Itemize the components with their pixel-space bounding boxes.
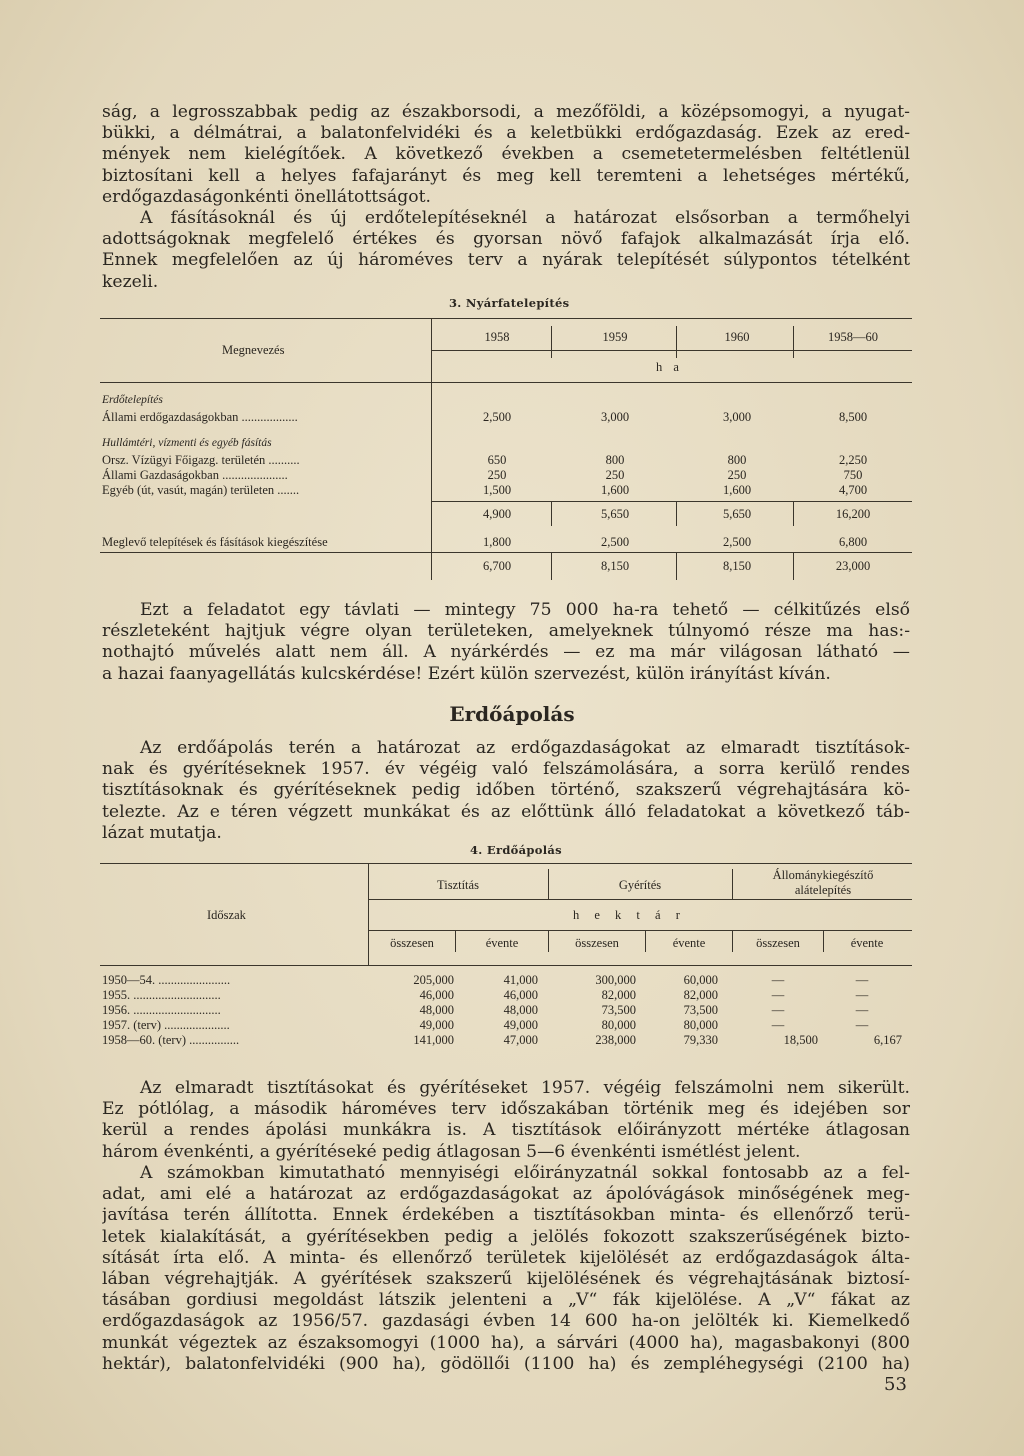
text-line: Ez pótlólag, a második hároméves terv időszakában történik meg és idejében sor — [102, 1099, 910, 1120]
text-line: adat, ami elé a határozat az erdőgazdaságokat az ápolóvágások minőségének meg- — [102, 1184, 910, 1205]
cell: 1,600 — [722, 483, 752, 497]
cell: 3,000 — [600, 410, 630, 424]
cell: 650 — [487, 453, 507, 467]
cell: 2,250 — [838, 453, 868, 467]
row-label: Meglevő telepítések és fásítások kiegészítése — [102, 535, 328, 549]
text-line: a hazai faanyagellátás kulcskérdése! Ezért külön szervezést, külön irányítást kíván. — [102, 663, 831, 684]
text-line: Ennek megfelelően az új hároméves terv a nyárak telepítését súlypontos tételként — [102, 250, 910, 271]
table3-col-header: Megnevezés — [222, 343, 285, 357]
text-line: erdőgazdaságok az 1956/57. gazdasági évben 14 600 ha-on jelölték ki. Kiemelkedő — [102, 1311, 910, 1332]
cell: 80,000 — [683, 1018, 718, 1032]
text-line: nothajtó művelés alatt nem áll. A nyárkérdés — ez ma már világosan látható — — [102, 642, 910, 663]
group-title: Hullámtéri, vízmenti és egyéb fásítás — [102, 437, 272, 449]
cell: 6,800 — [838, 535, 868, 549]
group-header: Állománykiegészítő — [772, 868, 874, 882]
subcol-header: összesen — [756, 936, 800, 950]
cell: — — [855, 973, 869, 987]
subtotal-cell: 16,200 — [835, 507, 871, 521]
text-line: bükki, a délmátrai, a balatonfelvidéki és a keletbükki erdőgazdaság. Ezek az ered- — [102, 123, 910, 144]
subtotal-cell: 5,650 — [722, 507, 752, 521]
text-line: adottságoknak megfelelő értékes és gyorsan növő fafajok alkalmazását írja elő. — [102, 229, 910, 250]
cell: — — [771, 973, 785, 987]
text-line: kerül a rendes ápolási munkákra is. A tisztítások előirányzott mértéke átlagosan — [102, 1120, 910, 1141]
cell: 47,000 — [503, 1033, 538, 1047]
cell: 300,000 — [595, 973, 636, 987]
text-line: A fásításoknál és új erdőtelepítéseknél a határozat elsősorban a termőhelyi — [140, 208, 910, 228]
total-cell: 23,000 — [835, 559, 871, 573]
cell: 205,000 — [413, 973, 454, 987]
cell: 238,000 — [595, 1033, 636, 1047]
cell: 41,000 — [503, 973, 538, 987]
year-header: 1959 — [602, 330, 628, 344]
year-header: 1958 — [484, 330, 510, 344]
cell: 82,000 — [683, 988, 718, 1002]
row-label: 1950—54. ....................... — [102, 973, 231, 987]
intro-paragraph — [102, 102, 910, 208]
cell: 73,500 — [683, 1003, 718, 1017]
quality-paragraph — [102, 1163, 910, 1375]
cell: — — [771, 988, 785, 1002]
text-line: Az elmaradt tisztításokat és gyérítéseket 1957. végéig felszámolni nem sikerült. — [140, 1078, 910, 1098]
cell: 79,330 — [683, 1033, 718, 1047]
text-line: tisztításoknak és gyérítéseknek pedig időben történő, szakszerű végrehajtására kö- — [102, 780, 910, 801]
group-title: Erdőtelepítés — [102, 394, 163, 406]
cell: 250 — [605, 468, 625, 482]
text-line: erdőgazdaságonkénti önellátottságot. — [102, 186, 431, 207]
table3-caption: 3. Nyárfatelepítés — [449, 296, 570, 310]
subcol-header: évente — [485, 936, 519, 950]
cell: 2,500 — [482, 410, 512, 424]
total-cell: 8,150 — [722, 559, 752, 573]
total-cell: 6,700 — [482, 559, 512, 573]
cell: 4,700 — [838, 483, 868, 497]
row-label: Állami Gazdaságokban ..................... — [102, 468, 288, 482]
year-header: 1958—60 — [828, 330, 878, 344]
cell: 2,500 — [722, 535, 752, 549]
cell: 250 — [727, 468, 747, 482]
table4-caption: 4. Erdőápolás — [470, 843, 562, 857]
text-line: kezeli. — [102, 271, 159, 292]
subtotal-cell: 5,650 — [600, 507, 630, 521]
text-line: javítása terén állította. Ennek érdekében a tisztításokban minta- és ellenőrző terü- — [102, 1205, 910, 1226]
row-label: Orsz. Vízügyi Főigazg. területén .......... — [102, 453, 300, 467]
text-line: sítását írta elő. A minta- és ellenőrző területek kijelölését az erdőgazdaságok álta- — [102, 1247, 910, 1268]
subtotal-cell: 4,900 — [482, 507, 512, 521]
planting-paragraph — [102, 208, 910, 293]
text-line: tásában gordiusi megoldást látszik jelenteni a „V“ fák kijelölése. A „V“ fákat az — [102, 1290, 910, 1311]
cell: 49,000 — [419, 1018, 454, 1032]
group-header: Gyérítés — [618, 878, 662, 892]
text-line: nak és gyérítéseknek 1957. év végéig való felszámolására, a sorra kerülő rendes — [102, 759, 910, 780]
cell: 46,000 — [419, 988, 454, 1002]
results-paragraph — [102, 1078, 910, 1163]
total-cell: 8,150 — [600, 559, 630, 573]
cell: 1,500 — [482, 483, 512, 497]
unit-label: h e k t á r — [573, 908, 686, 922]
poplar-paragraph — [102, 600, 910, 685]
subcol-header: összesen — [575, 936, 619, 950]
text-line: biztosítani kell a helyes fafajarányt és meg kell teremteni a lehetséges mértékű, — [102, 165, 910, 186]
group-header: Tisztítás — [437, 878, 479, 892]
text-line: mények nem kielégítőek. A következő években a csemetetermelésben feltétlenül — [102, 144, 910, 165]
cell: 1,800 — [482, 535, 512, 549]
cell: — — [855, 988, 869, 1002]
text-line: Az erdőápolás terén a határozat az erdőgazdaságokat az elmaradt tisztítások- — [140, 738, 910, 758]
cell: 800 — [605, 453, 625, 467]
text-line: ság, a legrosszabbak pedig az északborsodi, a mezőföldi, a középsomogyi, a nyugat- — [102, 102, 910, 122]
cell: 48,000 — [419, 1003, 454, 1017]
row-label: 1956. ............................ — [102, 1003, 221, 1017]
cell: 3,000 — [722, 410, 752, 424]
cell: 750 — [843, 468, 863, 482]
table4-col-header: Időszak — [207, 908, 246, 922]
cell: 141,000 — [413, 1033, 454, 1047]
unit-label: h a — [656, 360, 683, 374]
row-label: Állami erdőgazdaságokban .................. — [102, 410, 298, 424]
group-header: alátelepítés — [794, 883, 852, 897]
cell: 60,000 — [683, 973, 718, 987]
cell: 800 — [727, 453, 747, 467]
cell: — — [855, 1003, 869, 1017]
subcol-header: évente — [672, 936, 706, 950]
cell: 73,500 — [601, 1003, 636, 1017]
text-line: lában végrehajtják. A gyérítések szakszerű kijelölésének és végrehajtásának biztosí- — [102, 1268, 910, 1289]
text-line: A számokban kimutatható mennyiségi előirányzatnál sokkal fontosabb az a fel- — [140, 1163, 910, 1183]
cell: — — [771, 1018, 785, 1032]
row-label: 1958—60. (terv) ................ — [102, 1033, 240, 1047]
text-line: telezte. Az e téren végzett munkákat és az előttünk álló feladatokat a következő táb- — [102, 801, 910, 822]
subcol-header: évente — [850, 936, 884, 950]
text-line: részleteként hajtjuk végre olyan területeken, amelyeknek túlnyomó része ma has:- — [102, 621, 910, 642]
page-number: 53 — [884, 1374, 907, 1395]
row-label: 1957. (terv) ..................... — [102, 1018, 230, 1032]
cell: 48,000 — [503, 1003, 538, 1017]
cell: — — [855, 1018, 869, 1032]
row-label: 1955. ............................ — [102, 988, 221, 1002]
text-line: három évenkénti, a gyérítéseké pedig átlagosan 5—6 évenkénti ismétlést jelent. — [102, 1141, 801, 1162]
cell: 2,500 — [600, 535, 630, 549]
section-heading: Erdőápolás — [449, 702, 575, 726]
cell: 250 — [487, 468, 507, 482]
text-line: letek kialakítását, a gyérítésekben pedig a jelölés fokozott szakszerűségének bizto- — [102, 1226, 910, 1247]
text-line: munkát végeztek az északsomogyi (1000 ha), a sárvári (4000 ha), magasbakonyi (800 — [102, 1332, 910, 1353]
cell: 46,000 — [503, 988, 538, 1002]
year-header: 1960 — [724, 330, 750, 344]
subcol-header: összesen — [390, 936, 434, 950]
cell: 1,600 — [600, 483, 630, 497]
text-line: lázat mutatja. — [102, 822, 222, 843]
text-line: Ezt a feladatot egy távlati — mintegy 75 000 ha-ra tehető — célkitűzés első — [140, 600, 910, 620]
tending-paragraph — [102, 738, 910, 844]
text-line: hektár), balatonfelvidéki (900 ha), gödöllői (1100 ha) és zempléhegységi (2100 ha) — [102, 1353, 910, 1374]
cell: 8,500 — [838, 410, 868, 424]
cell: 6,167 — [873, 1033, 902, 1047]
cell: 49,000 — [503, 1018, 538, 1032]
cell: 80,000 — [601, 1018, 636, 1032]
cell: 18,500 — [783, 1033, 818, 1047]
cell: 82,000 — [601, 988, 636, 1002]
row-label: Egyéb (út, vasút, magán) területen ....... — [102, 483, 300, 497]
cell: — — [771, 1003, 785, 1017]
